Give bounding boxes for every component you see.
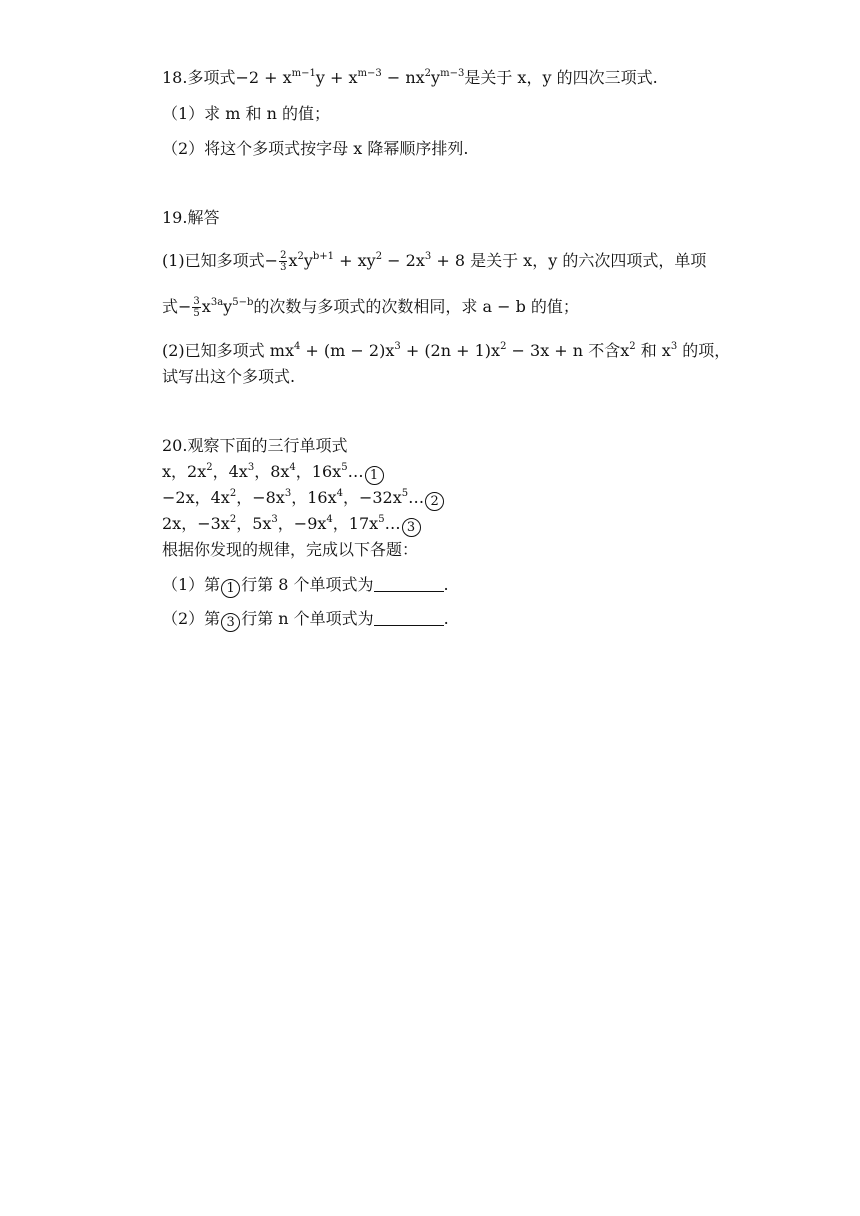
q18-stem-tail: 是关于 x，y 的四次三项式.: [464, 68, 658, 87]
q19-part2-line1: (2)已知多项式 $mx^4 + (m - 2)x^3 + (2n + 1)x^2 - 3x + n$ 不含$x^2$ 和 $x^3$ 的项，: [162, 341, 731, 360]
q19-heading: [162, 207, 219, 229]
q18-stem-text: 多项式: [187, 68, 236, 87]
circled-number: 1: [365, 466, 384, 485]
circled-number: 1: [221, 579, 240, 598]
q19-part1-line2-prefix: 式: [162, 297, 179, 316]
q18-polynomial: $-2 + x^{m-1}y + x^{m-3} - nx^2y^{m-3}$: [235, 68, 465, 87]
answer-blank[interactable]: [374, 575, 444, 592]
circled-number: 2: [425, 492, 444, 511]
q19-part2-line2: 试写出这个多项式.: [162, 367, 296, 386]
q20-row-3: 2x，$-3x^2$，$5x^3$，$-9x^4$，$17x^5\dots$ 3: [162, 513, 422, 537]
q20-part1: （1）第 1 行第 8 个单项式为 .: [162, 575, 449, 596]
q19-number: 19.: [162, 208, 188, 227]
q19-part2-polynomial: $mx^4 + (m - 2)x^3 + (2n + 1)x^2 - 3x + n$: [269, 341, 584, 360]
q20-title: 观察下面的三行单项式: [187, 436, 348, 455]
q20-row-1: x，$2x^2$，$4x^3$，$8x^4$，$16x^5\dots$ 1: [162, 461, 385, 485]
q18-stem: [162, 67, 658, 89]
q20-part2: （2）第 3 行第 n 个单项式为 .: [162, 609, 449, 630]
q19-polynomial: − $\frac{2}{3}$ $x^2y^{b+1} + xy^2 - 2x^3 + 8$: [264, 250, 465, 273]
answer-blank[interactable]: [374, 609, 444, 626]
q20-instruction: 根据你发现的规律，完成以下各题：: [162, 540, 419, 559]
q20-number: 20.: [162, 436, 188, 455]
q18-part1: （1）求 m 和 n 的值；: [162, 104, 331, 123]
fraction: $\frac{3}{5}$: [193, 296, 200, 319]
q19-part2-prefix: (2)已知多项式: [162, 341, 270, 360]
fraction: $\frac{2}{3}$: [280, 250, 287, 273]
q19-title: 解答: [187, 208, 220, 227]
q20-heading: [162, 435, 347, 457]
q19-part1-line1: [162, 250, 706, 273]
q19-part1-prefix: (1)已知多项式: [162, 251, 265, 270]
q19-part1-line2-suffix: 的次数与多项式的次数相同，求 a − b 的值；: [253, 297, 579, 316]
q18-number: 18.: [162, 68, 188, 87]
circled-number: 3: [221, 613, 240, 632]
q19-monomial: − $\frac{3}{5}$ $x^{3a}y^{5-b}$: [178, 296, 254, 319]
q19-part1-line2: [162, 296, 579, 319]
circled-number: 3: [402, 518, 421, 537]
q18-part2: （2）将这个多项式按字母 x 降幂顺序排列.: [162, 139, 469, 158]
q20-row-2: −2x，$4x^2$，$-8x^3$，$16x^4$，$-32x^5\dots$ 2: [162, 487, 445, 511]
q19-part1-text: 是关于 x，y 的六次四项式，单项: [465, 251, 707, 270]
